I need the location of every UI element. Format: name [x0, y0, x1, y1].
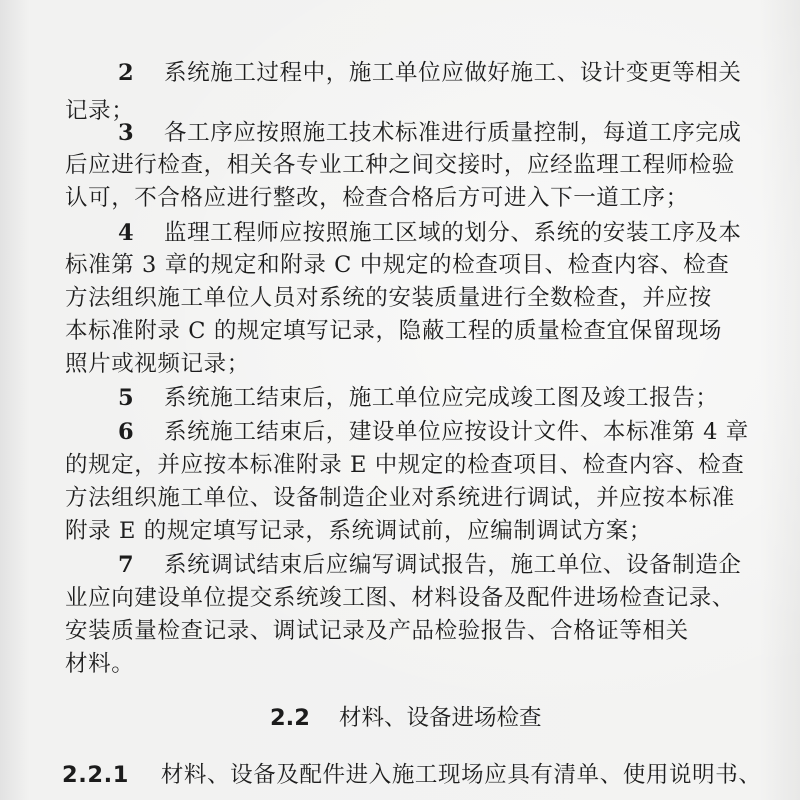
body-line: 方法组织施工单位人员对系统的安装质量进行全数检查，并应按: [65, 285, 712, 311]
item-line: [118, 550, 742, 580]
item-text: 监理工程师应按照施工区域的划分、系统的安装工序及本: [164, 220, 742, 246]
item-text: 系统施工结束后，建设单位应按设计文件、本标准第 4 章: [164, 419, 749, 445]
body-line: 业应向建设单位提交系统竣工图、材料设备及配件进场检查记录、: [65, 585, 735, 611]
item-number: 5: [118, 385, 135, 411]
section-number: 2.2: [270, 705, 310, 731]
clause-number: 2.2.1: [62, 762, 130, 788]
item-number: 7: [118, 552, 135, 578]
item-line: [118, 383, 718, 413]
item-text: 系统调试结束后应编写调试报告，施工单位、设备制造企: [164, 552, 742, 578]
body-line: 后应进行检查，相关各专业工种之间交接时，应经监理工程师检验: [65, 152, 735, 178]
body-line: 标准第 3 章的规定和附录 C 中规定的检查项目、检查内容、检查: [65, 252, 730, 278]
clause-text: 材料、设备及配件进入施工现场应具有清单、使用说明书、: [160, 762, 762, 788]
section-title: 材料、设备进场检查: [339, 705, 542, 731]
body-line: 安装质量检查记录、调试记录及产品检验报告、合格证等相关: [65, 618, 689, 644]
item-text: 系统施工过程中，施工单位应做好施工、设计变更等相关: [164, 60, 742, 86]
item-text: 各工序应按照施工技术标准进行质量控制，每道工序完成: [164, 120, 742, 146]
item-text: 系统施工结束后，施工单位应完成竣工图及竣工报告；: [164, 385, 719, 411]
body-line: 附录 E 的规定填写记录，系统调试前，应编制调试方案；: [65, 518, 652, 544]
body-line: 认可，不合格应进行整改，检查合格后方可进入下一道工序；: [65, 185, 689, 211]
body-line: 记录；: [65, 98, 135, 124]
item-number: 2: [118, 60, 135, 86]
item-line: [118, 118, 742, 148]
item-line: [118, 218, 742, 248]
item-line: [118, 417, 749, 447]
body-line: 的规定，并应按本标准附录 E 中规定的检查项目、检查内容、检查: [65, 452, 745, 478]
clause-line: [62, 760, 761, 790]
body-line: 材料。: [65, 651, 135, 677]
item-number: 4: [118, 220, 135, 246]
item-number: 3: [118, 120, 135, 146]
body-line: 方法组织施工单位、设备制造企业对系统进行调试，并应按本标准: [65, 485, 735, 511]
body-line: 照片或视频记录；: [65, 351, 250, 377]
section-heading: [270, 703, 542, 733]
item-number: 6: [118, 419, 135, 445]
item-line: [118, 58, 742, 88]
body-line: 本标准附录 C 的规定填写记录，隐蔽工程的质量检查宜保留现场: [65, 318, 723, 344]
